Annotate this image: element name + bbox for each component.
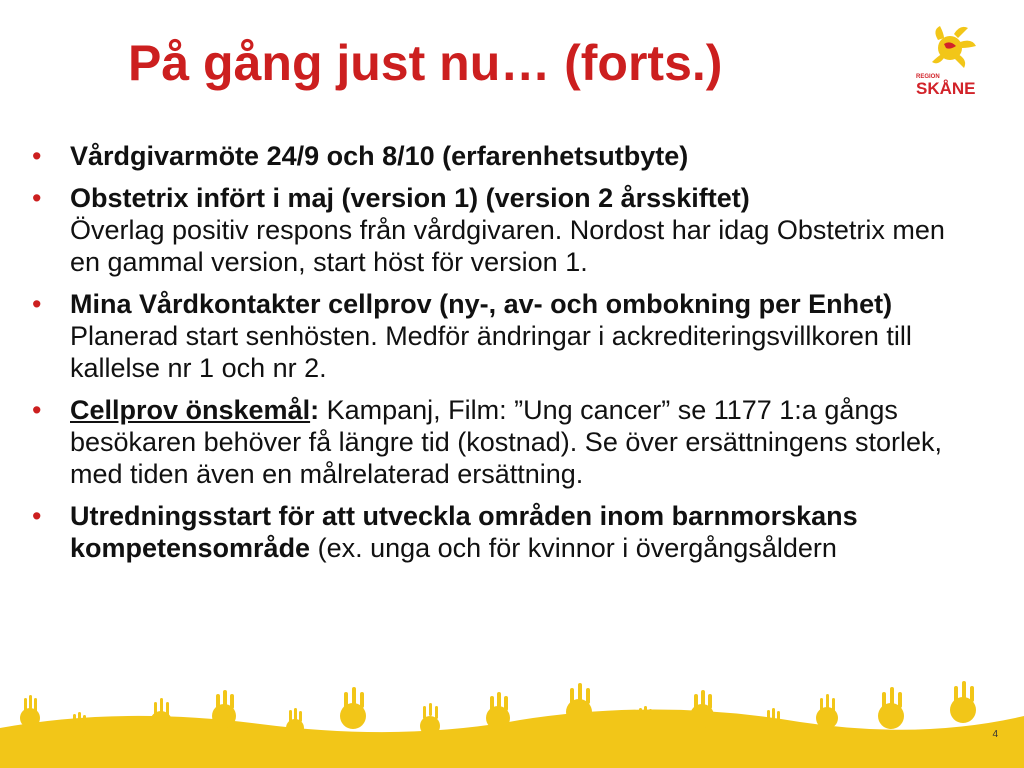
bullet-marker: • [32, 501, 42, 531]
bullet-marker: • [32, 395, 42, 425]
bullet-lead: Mina Vårdkontakter cellprov (ny-, av- och ombokning per Enhet) [70, 289, 893, 319]
slide-title: På gång just nu… (forts.) [128, 35, 723, 91]
bullet-item-2 [30, 182, 980, 278]
bullet-lead: Utredningsstart för att utveckla områden inom barnmorskans kompetensområde [70, 501, 858, 563]
page-number: 4 [992, 729, 998, 740]
bullet-item-1 [30, 140, 980, 172]
griffin-icon [932, 26, 976, 68]
bullet-rest: Kampanj, Film: ”Ung cancer” se 1177 1:a gångs besökaren behöver få längre tid (kostnad). Se över ersättningens storlek, med tiden även en målrelaterad ersättning. [70, 395, 942, 489]
bullet-marker: • [32, 141, 42, 171]
bullet-lead: Obstetrix infört i maj (version 1) (version 2 årsskiftet) [70, 183, 750, 213]
bullet-rest: Planerad start senhösten. Medför ändringar i ackrediteringsvillkoren till kallelse nr 1 och nr 2. [70, 321, 912, 383]
bullet-item-3 [30, 288, 980, 384]
bullet-item-4 [30, 394, 980, 490]
bullet-item-5 [30, 500, 980, 564]
hands-footer-decoration [0, 658, 1024, 768]
hands-icon [0, 681, 1024, 768]
region-skane-logo [914, 20, 1000, 100]
bullet-marker: • [32, 289, 42, 319]
bullet-lead-underlined: Cellprov önskemål [70, 395, 311, 425]
bullet-rest: (ex. unga och för kvinnor i övergångsåldern [310, 533, 837, 563]
bullet-lead-suffix: : [310, 395, 320, 425]
bullet-lead: Vårdgivarmöte 24/9 och 8/10 (erfarenhetsutbyte) [70, 141, 689, 171]
logo-region-text: REGION [916, 74, 940, 80]
bullet-marker: • [32, 183, 42, 213]
logo-name-text: SKÅNE [916, 79, 976, 98]
bullet-rest: Överlag positiv respons från vårdgivaren. Nordost har idag Obstetrix men en gammal version, start höst för version 1. [70, 215, 945, 277]
bullet-list [30, 140, 980, 574]
